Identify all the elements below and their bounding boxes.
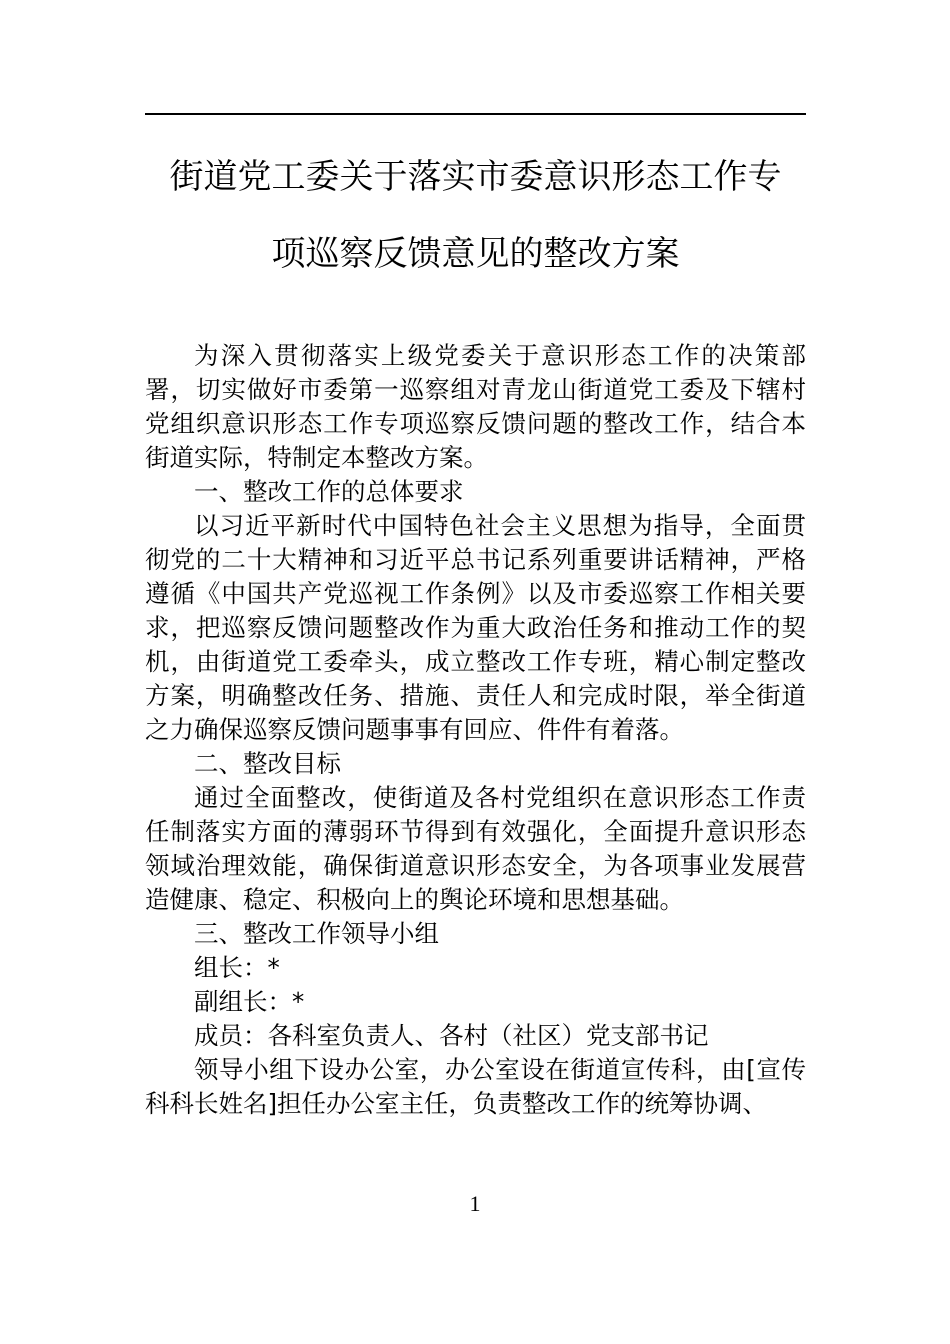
- general-requirements-paragraph: 以习近平新时代中国特色社会主义思想为指导，全面贯彻党的二十大精神和习近平总书记系列重要讲话精神，严格遵循《中国共产党巡视工作条例》以及市委巡察工作相关要求，把巡察反馈问题整改作为重大政治任务和推动工作的契机，由街道党工委牵头，成立整改工作专班，精心制定整改方案，明确整改任务、措施、责任人和完成时限，举全街道之力确保巡察反馈问题事事有回应、件件有着落。: [145, 511, 806, 744]
- section-heading-goals: 二、整改目标: [194, 749, 341, 778]
- section-heading-general-requirements: 一、整改工作的总体要求: [194, 477, 464, 506]
- document-body: [145, 339, 806, 1121]
- members-line: 成员：各科室负责人、各村（社区）党支部书记: [194, 1021, 709, 1050]
- title-line-2: 项巡察反馈意见的整改方案: [271, 234, 680, 274]
- intro-paragraph: 为深入贯彻落实上级党委关于意识形态工作的决策部署，切实做好市委第一巡察组对青龙山街道党工委及下辖村党组织意识形态工作专项巡察反馈问题的整改工作，结合本街道实际，特制定本整改方案。: [145, 341, 806, 472]
- section-heading-leading-group: 三、整改工作领导小组: [194, 919, 439, 948]
- group-leader-line: 组长：*: [194, 953, 280, 982]
- office-paragraph: 领导小组下设办公室，办公室设在街道宣传科，由[宣传科科长姓名]担任办公室主任，负责整改工作的统筹协调、: [145, 1055, 806, 1118]
- deputy-leader-line: 副组长：*: [194, 987, 305, 1016]
- title-line-1: 街道党工委关于落实市委意识形态工作专: [169, 157, 782, 197]
- page-number: 1: [469, 1191, 481, 1216]
- header-rule: [145, 113, 806, 115]
- document-title: [145, 157, 806, 274]
- goals-paragraph: 通过全面整改，使街道及各村党组织在意识形态工作责任制落实方面的薄弱环节得到有效强化，全面提升意识形态领域治理效能，确保街道意识形态安全，为各项事业发展营造健康、稳定、积极向上的舆论环境和思想基础。: [145, 783, 806, 914]
